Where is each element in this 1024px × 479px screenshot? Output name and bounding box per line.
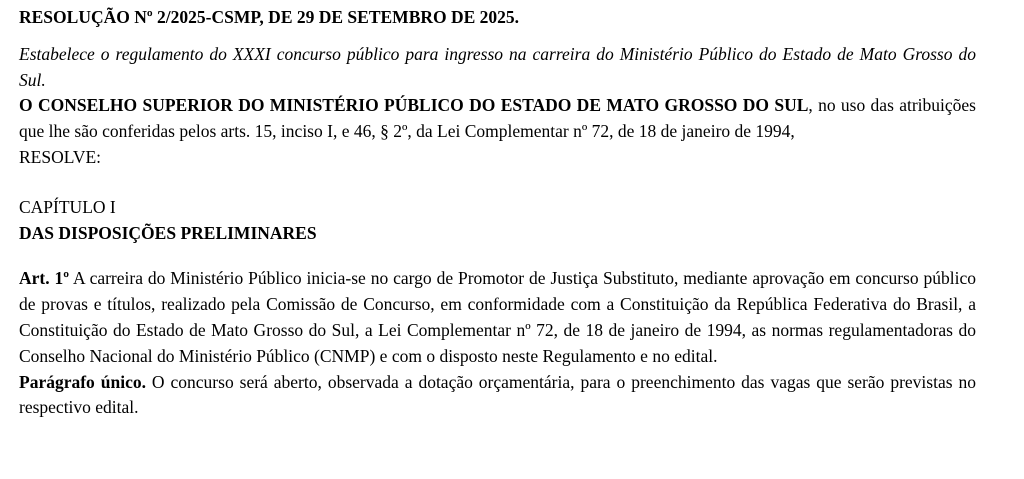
preamble-rest: , no uso das atribuições que lhe são conferidas pelos arts. 15, inciso I, e 46, § 2º, da Lei Complementar nº 72, de 18 de janeiro de 1994, — [19, 95, 976, 142]
resolution-summary: Estabelece o regulamento do XXXI concurso público para ingresso na carreira do Ministério Público do Estado de Mato Grosso do Sul. — [19, 43, 976, 90]
preamble-issuer: O CONSELHO SUPERIOR DO MINISTÉRIO PÚBLICO DO ESTADO DE MATO GROSSO DO SUL — [19, 95, 809, 116]
sole-paragraph — [19, 370, 976, 422]
resolution-title: RESOLUÇÃO Nº 2/2025-CSMP, DE 29 DE SETEMBRO DE 2025. — [19, 7, 520, 27]
chapter-number: CAPÍTULO I — [19, 196, 116, 217]
sole-paragraph-label: Parágrafo único. — [19, 371, 146, 392]
article-1-label: Art. 1º — [19, 268, 70, 289]
resolve-line: RESOLVE: — [19, 146, 102, 167]
sole-paragraph-text: O concurso será aberto, observada a dotação orçamentária, para o preenchimento das vagas que serão previstas no respectivo edital. — [19, 371, 976, 418]
article-1-text: A carreira do Ministério Público inicia-se no cargo de Promotor de Justiça Substituto, mediante aprovação em concurso público de provas e títulos, realizado pela Comissão de Concurso, em conformidade com a Constituição da República Federativa do Brasil, a Constituição do Estado de Mato Grosso do Sul, a Lei Complementar nº 72, de 18 de janeiro de 1994, as normas regulamentadoras do Conselho Nacional do Ministério Público (CNMP) e com o disposto neste Regulamento e no edital. — [19, 268, 976, 366]
article-1 — [19, 266, 976, 369]
chapter-title: DAS DISPOSIÇÕES PRELIMINARES — [19, 222, 317, 243]
preamble — [19, 93, 976, 145]
